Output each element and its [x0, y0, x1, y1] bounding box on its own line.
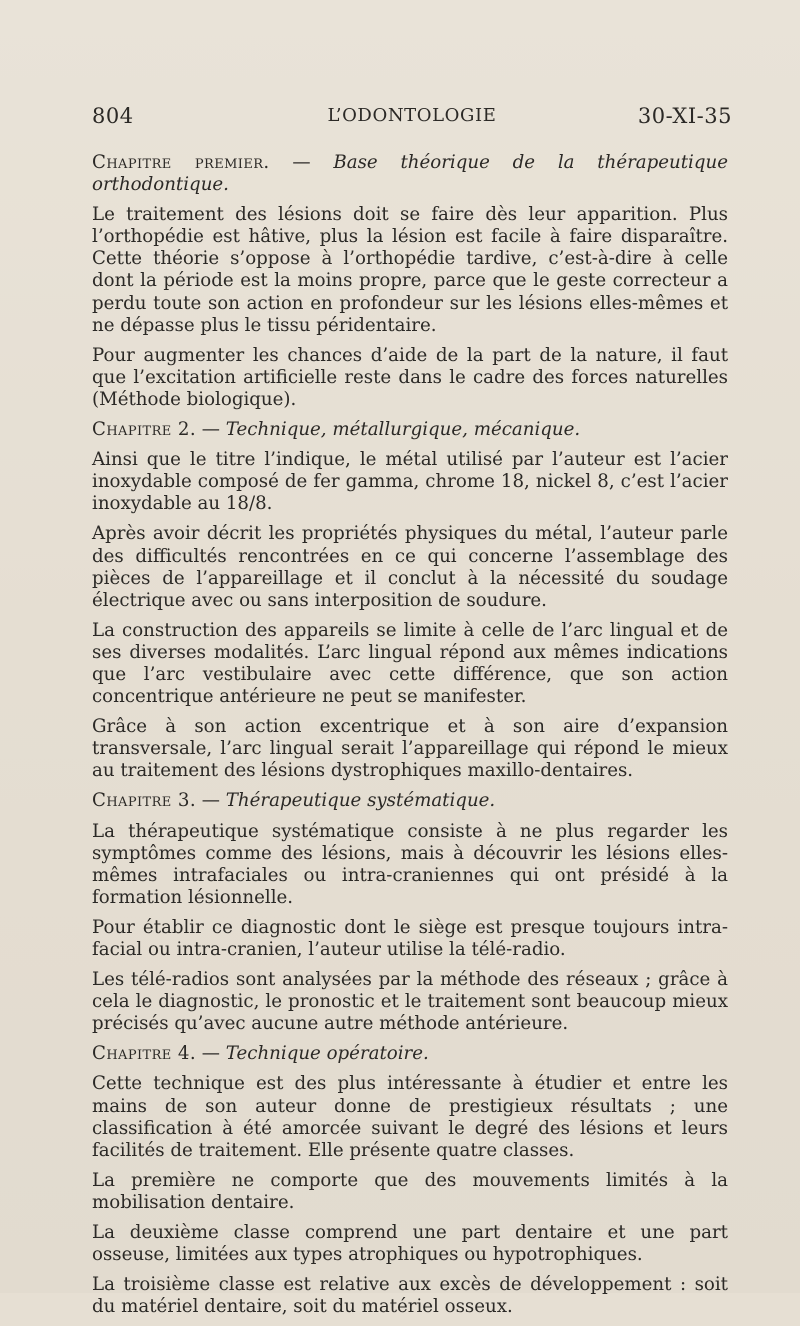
chapter-label: Chapitre premier. — [92, 152, 270, 173]
paragraph: Cette technique est des plus intéressante à étudier et entre les mains de son auteur donne de prestigieux résultats ; une classification à été amorcée suivant le degré des lésions et leurs facilités de traitement. Elle présente quatre classes. — [92, 1073, 728, 1161]
paragraph: Pour augmenter les chances d’aide de la part de la nature, il faut que l’excitation artificielle reste dans le cadre des forces naturelles (Méthode biologique). — [92, 344, 728, 410]
chapter-title: Base théorique de la thérapeutique orthodontique. — [92, 152, 728, 196]
paragraph: Pour établir ce diagnostic dont le siège est presque toujours intra-facial ou intra-cranien, l’auteur utilise la télé-radio. — [92, 916, 728, 960]
paragraph: La thérapeutique systématique consiste à ne plus regarder les symptômes comme des lésions, mais à découvrir les lésions elles-mêmes intrafaciales ou intra-craniennes qui ont présidé à la formation lésionnelle. — [92, 820, 728, 908]
chapter-title: Thérapeutique systématique. — [225, 790, 496, 812]
chapter-separator: — — [269, 152, 334, 173]
chapter-heading — [92, 1043, 728, 1065]
chapter-title: Technique, métallurgique, mécanique. — [225, 419, 581, 441]
paragraph: Les télé-radios sont analysées par la méthode des réseaux ; grâce à cela le diagnostic, le pronostic et le traitement sont beaucoup mieux précisés qu’avec aucune autre méthode antérieure. — [92, 969, 728, 1035]
chapter-title: Technique opératoire. — [225, 1043, 429, 1065]
chapter-label: Chapitre 3. — [92, 790, 197, 812]
paragraph: La troisième classe est relative aux excès de développement : soit du matériel dentaire, soit du matériel osseux. — [92, 1274, 728, 1318]
paragraph: La construction des appareils se limite à celle de l’arc lingual et de ses diverses modalités. L’arc lingual répond aux mêmes indications que l’arc vestibulaire avec cette différence, que son action concentrique antérieure ne peut se manifester. — [92, 619, 728, 708]
chapter-heading — [92, 790, 728, 812]
page-number: 804 — [92, 104, 134, 128]
running-title: L’ODONTOLOGIE — [327, 105, 497, 126]
page-header — [92, 104, 732, 140]
chapter-heading — [92, 419, 728, 441]
chapter-separator: — — [196, 1043, 226, 1065]
paragraph: Le traitement des lésions doit se faire dès leur apparition. Plus l’orthopédie est hâtive, plus la lésion est facile à faire disparaître. Cette théorie s’oppose à l’orthopédie tardive, c’est-à-dire à celle dont la période est la moins propre, parce que le geste correcteur a perdu toute son action en profondeur sur les lésions elles-mêmes et ne dépasse plus le tissu péridentaire. — [92, 204, 728, 336]
issue-date: 30-XI-35 — [637, 104, 732, 128]
chapter-label: Chapitre 2. — [92, 419, 197, 441]
chapter-separator: — — [196, 419, 226, 441]
chapter-heading — [92, 152, 728, 196]
paragraph: Ainsi que le titre l’indique, le métal utilisé par l’auteur est l’acier inoxydable composé de fer gamma, chrome 18, nickel 8, c’est l’acier inoxydable au 18/8. — [92, 449, 728, 515]
paragraph: Grâce à son action excentrique et à son aire d’expansion transversale, l’arc lingual serait l’appareillage qui répond le mieux au traitement des lésions dystrophiques maxillo-dentaires. — [92, 716, 728, 782]
body-text — [92, 152, 728, 1326]
paragraph: La deuxième classe comprend une part dentaire et une part osseuse, limitées aux types atrophiques ou hypotrophiques. — [92, 1222, 728, 1266]
paragraph: Après avoir décrit les propriétés physiques du métal, l’auteur parle des difficultés rencontrées en ce qui concerne l’assemblage des pièces de l’appareillage et il conclut à la nécessité du soudage électrique avec ou sans interposition de soudure. — [92, 523, 728, 611]
chapter-separator: — — [196, 790, 226, 812]
chapter-label: Chapitre 4. — [92, 1043, 197, 1065]
paragraph: La première ne comporte que des mouvements limités à la mobilisation dentaire. — [92, 1169, 728, 1213]
